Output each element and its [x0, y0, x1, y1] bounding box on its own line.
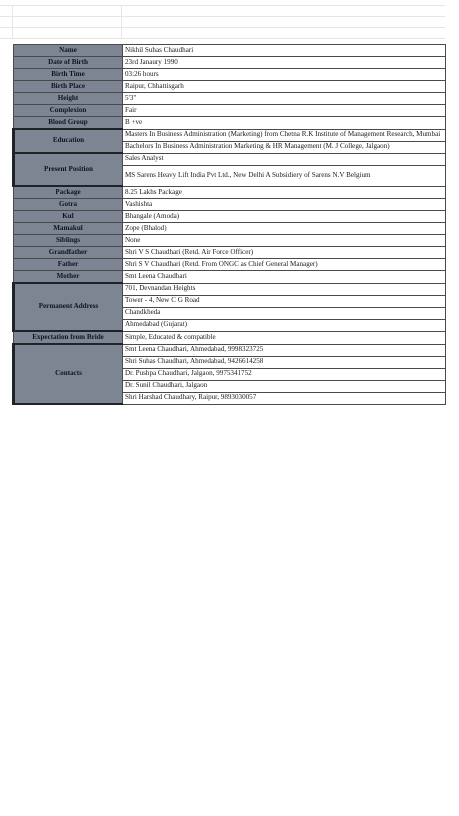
- table-row: [14, 259, 446, 271]
- spreadsheet-grid: [0, 5, 445, 39]
- table-row: [14, 331, 446, 344]
- table-row: [14, 247, 446, 259]
- blood-group-label[interactable]: Blood Group: [14, 117, 123, 130]
- grandfather-value[interactable]: Shri V S Chaudhari (Retd. Air Force Officer): [123, 247, 446, 259]
- expectation-value[interactable]: Simple, Educated & compatible: [123, 331, 446, 344]
- table-row: [14, 69, 446, 81]
- mamakul-value[interactable]: Zope (Bhalod): [123, 223, 446, 235]
- grandfather-label[interactable]: Grandfather: [14, 247, 123, 259]
- table-row: [14, 223, 446, 235]
- siblings-value[interactable]: None: [123, 235, 446, 247]
- table-row: [14, 153, 446, 165]
- contact-entry[interactable]: Shri Suhas Chaudhari, Ahmedabad, 9426614258: [123, 356, 446, 368]
- table-row: [14, 271, 446, 284]
- address-label[interactable]: Permanent Address: [14, 283, 123, 331]
- complexion-label[interactable]: Complexion: [14, 105, 123, 117]
- mamakul-label[interactable]: Mamakul: [14, 223, 123, 235]
- kul-label[interactable]: Kul: [14, 211, 123, 223]
- height-label[interactable]: Height: [14, 93, 123, 105]
- present-position-label[interactable]: Present Position: [14, 153, 123, 186]
- education-value[interactable]: Bachelors In Business Administration Marketing & HR Management (M. J College, Jalgaon): [123, 141, 446, 153]
- package-value[interactable]: 8.25 Lakhs Package: [123, 186, 446, 199]
- table-row: [14, 57, 446, 69]
- gotra-value[interactable]: Vashishta: [123, 199, 446, 211]
- table-row: [14, 283, 446, 295]
- table-row: [14, 93, 446, 105]
- table-row: [14, 81, 446, 93]
- present-position-value[interactable]: MS Sarens Heavy Lift India Pvt Ltd., New Delhi A Subsidiery of Sarens N.V Belgium: [123, 165, 446, 186]
- table-row: [14, 45, 446, 57]
- name-label[interactable]: Name: [14, 45, 123, 57]
- contacts-label[interactable]: Contacts: [14, 344, 123, 404]
- birth-time-value[interactable]: 03:26 hours: [123, 69, 446, 81]
- father-value[interactable]: Shri S V Chaudhari (Retd. From ONGC as Chief General Manager): [123, 259, 446, 271]
- height-value[interactable]: 5'3": [123, 93, 446, 105]
- table-row: [14, 117, 446, 130]
- expectation-label[interactable]: Expectation from Bride: [14, 331, 123, 344]
- table-row: [14, 344, 446, 356]
- table-row: [14, 186, 446, 199]
- gotra-label[interactable]: Gotra: [14, 199, 123, 211]
- contact-entry[interactable]: Shri Harshad Chaudhary, Raipur, 9893030057: [123, 392, 446, 404]
- father-label[interactable]: Father: [14, 259, 123, 271]
- birth-time-label[interactable]: Birth Time: [14, 69, 123, 81]
- table-row: [14, 211, 446, 223]
- contact-entry[interactable]: Dr. Sunil Chaudhari, Jalgaon: [123, 380, 446, 392]
- contact-entry[interactable]: Smt Leena Chaudhari, Ahmedabad, 9998323725: [123, 344, 446, 356]
- package-label[interactable]: Package: [14, 186, 123, 199]
- education-label[interactable]: Education: [14, 129, 123, 153]
- address-line[interactable]: Chandkheda: [123, 307, 446, 319]
- table-row: [14, 235, 446, 247]
- mother-value[interactable]: Smt Leena Chaudhari: [123, 271, 446, 284]
- biodata-table: [12, 44, 446, 405]
- address-line[interactable]: Ahmedabad (Gujarat): [123, 319, 446, 331]
- name-value[interactable]: Nikhil Suhas Chaudhari: [123, 45, 446, 57]
- education-value[interactable]: Masters In Business Administration (Marketing) from Chetna R.K Institute of Management Research, Mumbai: [123, 129, 446, 141]
- complexion-value[interactable]: Fair: [123, 105, 446, 117]
- present-position-value[interactable]: Sales Analyst: [123, 153, 446, 165]
- address-line[interactable]: Tower - 4, New C G Road: [123, 295, 446, 307]
- birth-place-value[interactable]: Raipur, Chhattisgarh: [123, 81, 446, 93]
- address-line[interactable]: 701, Devnandan Heights: [123, 283, 446, 295]
- contact-entry[interactable]: Dr. Pushpa Chaudhari, Jalgaon, 9975341752: [123, 368, 446, 380]
- dob-value[interactable]: 23rd Janaury 1990: [123, 57, 446, 69]
- siblings-label[interactable]: Siblings: [14, 235, 123, 247]
- dob-label[interactable]: Date of Birth: [14, 57, 123, 69]
- table-row: [14, 129, 446, 141]
- kul-value[interactable]: Bhangale (Amoda): [123, 211, 446, 223]
- mother-label[interactable]: Mother: [14, 271, 123, 284]
- table-row: [14, 105, 446, 117]
- birth-place-label[interactable]: Birth Place: [14, 81, 123, 93]
- blood-group-value[interactable]: B +ve: [123, 117, 446, 130]
- table-row: [14, 199, 446, 211]
